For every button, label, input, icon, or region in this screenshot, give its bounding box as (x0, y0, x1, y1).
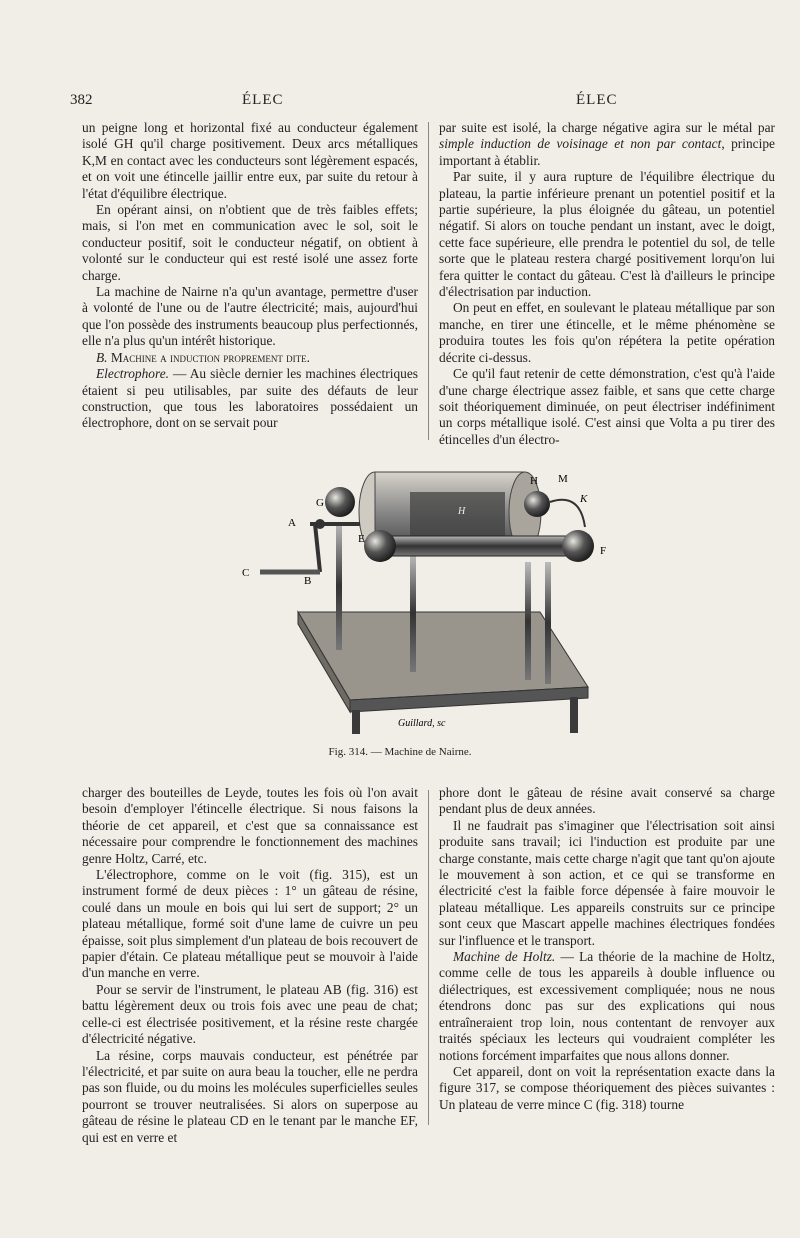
paragraph: On peut en effet, en soulevant le plateau métallique par son manche, en tirer une étincelle, et le même phénomène se produira toutes les fois qu'on répétera la petite opération décrite ci-dessus. (439, 300, 775, 365)
column-bottom-left (82, 785, 418, 1146)
running-title-left: ÉLEC (242, 92, 284, 108)
nairne-machine-illustration (240, 462, 610, 742)
label-E: E (358, 533, 365, 545)
paragraph: charger des bouteilles de Leyde, toutes les fois où l'on avait besoin d'employer l'étincelle électrique. Si nous faisons la théorie de cet appareil, et c'est que sa connaissance est nécessaire pour comprendre le fonctionnement des machines genre Holtz, Carré, etc. (82, 785, 418, 866)
paragraph: phore dont le gâteau de résine avait conservé sa charge pendant plus de deux années. (439, 785, 775, 817)
label-K: K (580, 493, 588, 505)
conductor-ball (325, 487, 355, 517)
figure-caption: Fig. 314. — Machine de Nairne. (328, 746, 472, 758)
crank-hub (315, 519, 325, 529)
holtz-text: — La théorie de la machine de Holtz, comme celle de tous les appareils à double influence ou diélectriques, est excessivement compliquée; nous ne nous étendrons donc pas sur des explications qui nous entraîneraient trop loin, nous contentant de renvoyer aux traités spéciaux les lecteurs qui voudraient compléter les notions forcément imparfaites que nous allons donner. (439, 949, 775, 1063)
paragraph: un peigne long et horizontal fixé au conducteur également isolé GH qu'il charge positivement. Deux arcs métalliques K,M en contact avec les conducteurs sont légèrement espacés, et on voit une étincelle jaillir entre eux, par suite du retour à l'état d'équilibre électrique. (82, 120, 418, 201)
paragraph: La machine de Nairne n'a qu'un avantage, permettre d'user à volonté de l'une ou de l'autre électricité; mais, aujourd'hui que l'on possède des instruments beaucoup plus perfectionnés, elle n'a plus qu'un intérêt historique. (82, 284, 418, 349)
glass-pillar (525, 562, 531, 680)
paragraph: Par suite, il y aura rupture de l'équilibre électrique du plateau, la partie inférieure prenant un potentiel positif et la partie supérieure, la plus éloignée du gâteau, un potentiel négatif. Si alors on touche pendant un instant, avec le doigt, cette face supérieure, elle prendra le potentiel du sol, de telle sorte que le plateau restera chargé positivement lorqu'on lui fera quitter le contact du gâteau. C'est là d'ailleurs le principe d'électrisation par induction. (439, 169, 775, 300)
term-electrophore: Electrophore. (96, 366, 170, 382)
paragraph (439, 120, 775, 169)
label-H: H (530, 475, 538, 487)
emphasis: simple induction de voisinage et non par contact (439, 136, 722, 152)
paragraph: Il ne faudrait pas s'imaginer que l'électrisation soit ainsi produite sans travail; ici l'induction est produite par une charge constante, mais cette charge n'agit que tant qu'on ajoute le mouvement à son action, et ce qui se transforme en électricité c'est la faible force dépensée à faire mouvoir le plateau métallique. Les appareils construits sur ce principe sont ceux que Mascart appelle machines électriques fondées sur l'influence et le transport. (439, 817, 775, 948)
term-holtz: Machine de Holtz. (453, 949, 556, 965)
text-run: , principe important à établir. (439, 136, 775, 168)
electrophore-text: — Au siècle dernier les machines électriques étaient si peu utilisables, par suite des défauts de leur construction, que tous les laboratoires possédaient un électrophore, dont on se servait pour (82, 366, 418, 431)
label-M: M (558, 473, 568, 485)
conductor-ball (524, 491, 550, 517)
column-divider-top (428, 122, 429, 440)
column-top-right (439, 120, 775, 448)
table-leg (352, 710, 360, 734)
paragraph: L'électrophore, comme on le voit (fig. 315), est un instrument formé de deux pièces : 1° un gâteau de résine, coulé dans un moule en bois qui lui sert de support; 2° un plateau métallique, formé soit d'une lame de cuivre un peu épaisse, soit plus simplement d'un plateau de bois recouvert de papier d'étain. Ce plateau métallique peut se mouvoir à l'aide d'un manche en verre. (82, 867, 418, 981)
running-title-right: ÉLEC (576, 92, 618, 108)
rubber-pad (410, 492, 505, 542)
page-number: 382 (70, 92, 93, 108)
table-leg (570, 697, 578, 733)
paragraph: Ce qu'il faut retenir de cette démonstration, c'est qu'à l'aide d'une charge électrique assez faible, et sans que cette charge soit théoriquement diminuée, on peut électriser indéfiniment un corps métallique isolé. C'est ainsi que Volta a pu tirer des étincelles d'un électro- (439, 366, 775, 447)
label-B: B (304, 575, 312, 587)
section-title: Machine a induction proprement dite. (110, 349, 311, 365)
column-divider-bottom (428, 790, 429, 1125)
crank-arm (315, 524, 320, 572)
label-C: C (242, 567, 250, 579)
glass-pillar (545, 562, 551, 684)
conductor-ball (562, 530, 594, 562)
column-top-left (82, 120, 418, 432)
label-H-center: H (458, 506, 466, 517)
section-letter: B. (96, 349, 111, 365)
section-heading (82, 350, 418, 366)
conductor-ball (364, 530, 396, 562)
paragraph (82, 366, 418, 432)
running-header (70, 92, 756, 112)
label-G: G (316, 497, 324, 509)
column-bottom-right (439, 785, 775, 1113)
label-A: A (288, 517, 296, 529)
paragraph: Cet appareil, dont on voit la représentation exacte dans la figure 317, se compose théoriquement des pièces suivantes : Un plateau de verre mince C (fig. 318) tourne (439, 1063, 775, 1112)
glass-pillar (336, 522, 342, 650)
glass-pillar (410, 554, 416, 672)
label-F: F (600, 545, 607, 557)
paragraph (439, 949, 775, 1064)
engraver-signature: Guillard, sc (398, 718, 446, 729)
paragraph: Pour se servir de l'instrument, le plateau AB (fig. 316) est battu légèrement deux ou trois fois avec une peau de chat; celle-ci est électrisée positivement, et la résine reste chargée d'électricité négative. (82, 981, 418, 1047)
prime-conductor (380, 536, 580, 556)
paragraph: En opérant ainsi, on n'obtient que de très faibles effets; mais, si l'on met en communication avec le sol, soit le conducteur positif, soit le conducteur négatif, on obtient à volonté sur le conducteur qui est resté isolé une assez forte charge. (82, 202, 418, 283)
paragraph: La résine, corps mauvais conducteur, est pénétrée par l'électricité, et par suite on aura beau la toucher, elle ne perdra pas son fluide, ou du moins les molécules superficielles seules pourront se trouver neutralisées. Si alors on superpose au gâteau de résine le plateau CD en le tenant par le manche EF, qui est en verre et (82, 1047, 418, 1145)
text-run: par suite est isolé, la charge négative agira sur le métal par (439, 120, 775, 135)
